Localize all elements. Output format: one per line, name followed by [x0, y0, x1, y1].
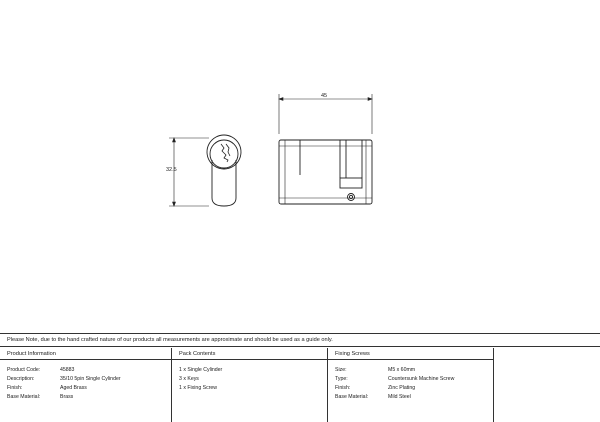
cylinder-side-view — [279, 140, 372, 204]
row-label: Finish: — [7, 385, 23, 391]
pack-contents-heading: Pack Contents — [172, 348, 327, 360]
description-row — [0, 375, 171, 384]
pack-item — [172, 384, 327, 393]
screw-type-row — [328, 375, 493, 384]
cylinder-front-view — [207, 135, 241, 206]
screw-finish-row — [328, 384, 493, 393]
row-label: Product Code: — [7, 367, 41, 373]
row-label: Size: — [335, 367, 347, 373]
row-label: Finish: — [335, 385, 351, 391]
row-value: Brass — [60, 394, 74, 400]
pack-contents-section — [172, 348, 328, 422]
fixing-screws-section — [328, 348, 494, 422]
row-label: Description: — [7, 376, 35, 382]
screw-size-row — [328, 366, 493, 375]
row-value: M5 x 60mm — [388, 367, 416, 373]
row-value: Mild Steel — [388, 394, 411, 400]
pack-item — [172, 366, 327, 375]
product-information-section — [0, 348, 172, 422]
row-value: Aged Brass — [60, 385, 87, 391]
width-dimension-label: 45 — [321, 93, 328, 99]
disclaimer-note: Please Note, due to the hand crafted nature of our products all measurements are approximate and should be used as a guide only. — [0, 333, 600, 347]
width-dimension — [279, 94, 372, 134]
row-value: Countersunk Machine Screw — [388, 376, 455, 382]
pack-item-text: 3 x Keys — [179, 376, 199, 382]
row-value: Zinc Plating — [388, 385, 416, 391]
product-code-row — [0, 366, 171, 375]
finish-row — [0, 384, 171, 393]
pack-item-text: 1 x Fixing Screw — [179, 385, 218, 391]
base-material-row — [0, 393, 171, 402]
pack-item — [172, 375, 327, 384]
row-label: Type: — [335, 376, 348, 382]
row-value: 35/10 5pin Single Cylinder — [60, 376, 121, 382]
row-value: 45883 — [60, 367, 75, 373]
info-table — [0, 348, 600, 422]
product-information-heading: Product Information — [0, 348, 171, 360]
screw-material-row — [328, 393, 493, 402]
height-dimension-label: 32.5 — [166, 167, 177, 173]
fixing-screws-heading: Fixing Screws — [328, 348, 493, 360]
row-label: Base Material: — [7, 394, 41, 400]
row-label: Base Material: — [335, 394, 369, 400]
pack-item-text: 1 x Single Cylinder — [179, 367, 223, 373]
